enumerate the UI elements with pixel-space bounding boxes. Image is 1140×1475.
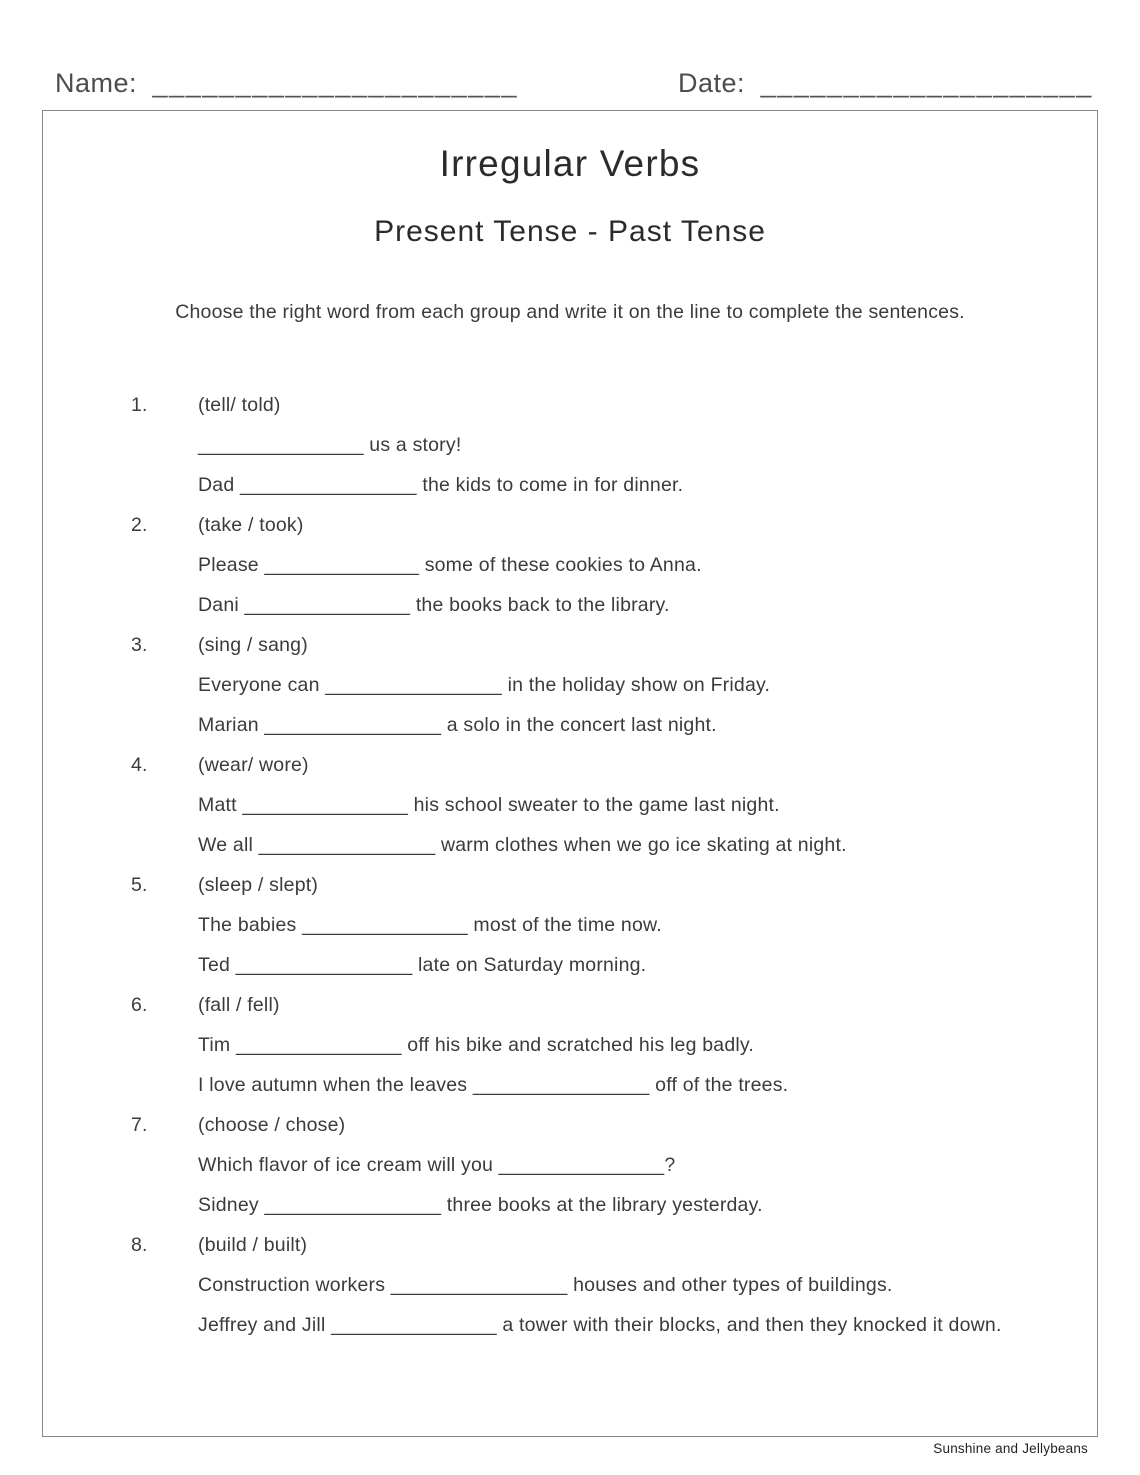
page-title: Irregular Verbs xyxy=(439,143,701,184)
item-number: 8. xyxy=(131,1234,148,1256)
item-sentence: Please ______________ some of these cookies to Anna. xyxy=(198,554,702,576)
item-word-choices: (take / took) xyxy=(198,514,304,536)
item-sentence: Sidney ________________ three books at the library yesterday. xyxy=(198,1194,763,1216)
item-sentence: Everyone can ________________ in the holiday show on Friday. xyxy=(198,674,771,696)
item-number: 2. xyxy=(131,514,148,536)
item-word-choices: (choose / chose) xyxy=(198,1114,346,1136)
item-sentence: The babies _______________ most of the time now. xyxy=(198,914,662,936)
item-sentence: Marian ________________ a solo in the concert last night. xyxy=(198,714,717,736)
item-sentence: Which flavor of ice cream will you _______________? xyxy=(198,1154,676,1176)
exercise-item-4 xyxy=(131,754,1061,856)
name-date-row xyxy=(0,68,1140,108)
item-sentence: I love autumn when the leaves ________________ off of the trees. xyxy=(198,1074,789,1096)
item-header xyxy=(131,1114,1061,1154)
item-number: 7. xyxy=(131,1114,148,1136)
item-number: 6. xyxy=(131,994,148,1016)
date-field xyxy=(678,68,1093,99)
date-blank-line: ____________________ xyxy=(760,68,1093,98)
exercise-item-3 xyxy=(131,634,1061,736)
item-word-choices: (sing / sang) xyxy=(198,634,308,656)
item-sentence: Jeffrey and Jill _______________ a tower with their blocks, and then they knocked it down. xyxy=(198,1314,1002,1336)
item-sentence: Dani _______________ the books back to the library. xyxy=(198,594,670,616)
item-header xyxy=(131,994,1061,1034)
item-number: 5. xyxy=(131,874,148,896)
exercise-item-6 xyxy=(131,994,1061,1096)
item-word-choices: (fall / fell) xyxy=(198,994,280,1016)
item-number: 3. xyxy=(131,634,148,656)
exercise-item-8 xyxy=(131,1234,1061,1336)
date-label: Date: xyxy=(678,68,746,98)
item-header xyxy=(131,1234,1061,1274)
exercise-item-2 xyxy=(131,514,1061,616)
exercise-item-5 xyxy=(131,874,1061,976)
item-sentence: Tim _______________ off his bike and scratched his leg badly. xyxy=(198,1034,755,1056)
page-subtitle: Present Tense - Past Tense xyxy=(374,215,766,248)
instructions-text: Choose the right word from each group and write it on the line to complete the sentences. xyxy=(175,301,965,323)
exercise-item-1 xyxy=(131,394,1061,496)
item-word-choices: (tell/ told) xyxy=(198,394,281,416)
exercise-item-7 xyxy=(131,1114,1061,1216)
item-header xyxy=(131,754,1061,794)
exercise-list xyxy=(43,394,1097,1336)
item-word-choices: (build / built) xyxy=(198,1234,308,1256)
item-sentence: _______________ us a story! xyxy=(198,434,462,456)
item-header xyxy=(131,634,1061,674)
name-blank-line: ______________________ xyxy=(152,68,519,98)
item-word-choices: (sleep / slept) xyxy=(198,874,319,896)
item-word-choices: (wear/ wore) xyxy=(198,754,309,776)
item-sentence: Construction workers ________________ houses and other types of buildings. xyxy=(198,1274,893,1296)
item-sentence: Ted ________________ late on Saturday morning. xyxy=(198,954,647,976)
credit-text: Sunshine and Jellybeans xyxy=(933,1441,1088,1456)
item-sentence: We all ________________ warm clothes when we go ice skating at night. xyxy=(198,834,847,856)
item-sentence: Matt _______________ his school sweater to the game last night. xyxy=(198,794,780,816)
item-header xyxy=(131,514,1061,554)
name-field xyxy=(55,68,518,99)
item-header xyxy=(131,874,1061,914)
item-header xyxy=(131,394,1061,434)
name-label: Name: xyxy=(55,68,138,98)
item-number: 4. xyxy=(131,754,148,776)
item-sentence: Dad ________________ the kids to come in for dinner. xyxy=(198,474,684,496)
item-number: 1. xyxy=(131,394,148,416)
worksheet-border-box xyxy=(42,110,1098,1437)
